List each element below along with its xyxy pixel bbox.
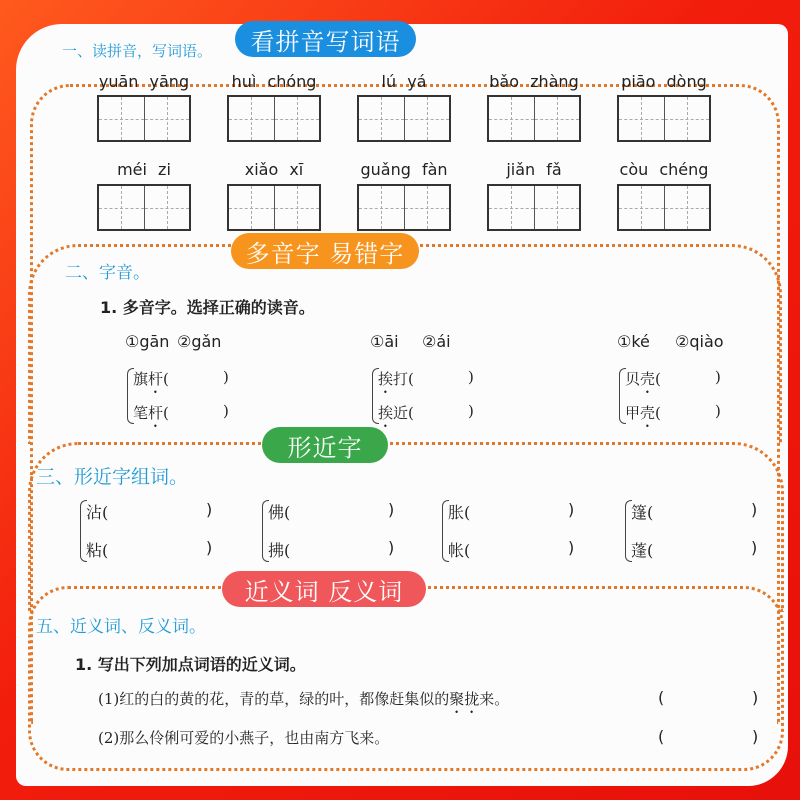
similar-char-item: 佛( (268, 503, 291, 522)
answer-close[interactable]: ) (752, 688, 759, 707)
similar-char-item: 沾( (86, 503, 109, 522)
answer-blank[interactable]: ) (468, 402, 474, 420)
section1-title: 一、读拼音，写词语。 (62, 42, 213, 60)
answer-close[interactable]: ) (752, 727, 759, 746)
pinyin-option: ②ái (422, 332, 451, 351)
sentence (98, 688, 509, 717)
tianzige-cell[interactable] (489, 186, 535, 229)
tianzige-cell[interactable] (665, 186, 710, 229)
pinyin-label: méi zi (117, 160, 171, 179)
section2-question: 1. 多音字。选择正确的读音。 (100, 298, 315, 317)
writing-box[interactable] (617, 95, 711, 142)
sentence-text: (2)那么伶俐可爱的小燕子，也由南方飞来。 (98, 729, 390, 747)
item-text: 近( (393, 404, 414, 422)
tianzige-cell[interactable] (535, 186, 580, 229)
pinyin-label: yuān yāng (98, 72, 190, 91)
pinyin-label: piāo dòng (621, 72, 707, 91)
sentence-text: 来。 (479, 690, 510, 708)
sentence-text: (1)红的白的黄的花，青的草，绿的叶，都像赶集似的 (98, 690, 450, 708)
answer-blank[interactable]: ) (751, 538, 758, 557)
writing-box[interactable] (487, 184, 581, 231)
answer-blank[interactable]: ) (468, 368, 474, 386)
pinyin-label: còu chéng (619, 160, 709, 179)
tianzige-cell[interactable] (145, 97, 190, 140)
answer-blank[interactable]: ) (206, 500, 213, 519)
item-text: ( (163, 404, 169, 422)
writing-box[interactable] (227, 184, 321, 231)
item-text: 打( (393, 370, 414, 388)
pinyin-option: ①ké (617, 332, 650, 351)
section2-title: 二、字音。 (65, 263, 150, 283)
polyphone-item (133, 402, 169, 431)
item-text: ( (163, 370, 169, 388)
tianzige-cell[interactable] (489, 97, 535, 140)
pinyin-label: jiǎn fǎ (506, 160, 562, 179)
section1-badge: 看拼音写词语 (235, 21, 416, 57)
pinyin-label: guǎng fàn (360, 160, 448, 179)
section3-badge: 形近字 (262, 427, 388, 463)
answer-blank[interactable]: ) (751, 500, 758, 519)
pinyin-option: ②qiào (675, 332, 724, 351)
polyphone-item (625, 402, 661, 431)
writing-box[interactable] (97, 184, 191, 231)
item-text: 贝 (625, 370, 641, 388)
answer-blank[interactable]: ) (206, 538, 213, 557)
tianzige-cell[interactable] (619, 186, 665, 229)
answer-blank[interactable]: ) (388, 500, 395, 519)
answer-blank[interactable]: ) (715, 368, 721, 386)
tianzige-cell[interactable] (229, 186, 275, 229)
dotted-word: 聚拢 (449, 690, 480, 708)
dotted-char: 挨 (378, 370, 394, 388)
tianzige-cell[interactable] (619, 97, 665, 140)
pinyin-option: ①āi (370, 332, 399, 351)
answer-open[interactable]: ( (658, 727, 665, 746)
section2-badge: 多音字 易错字 (231, 233, 419, 269)
section5-badge: 近义词 反义词 (222, 571, 426, 607)
answer-blank[interactable]: ) (568, 500, 575, 519)
tianzige-cell[interactable] (145, 186, 190, 229)
answer-blank[interactable]: ) (388, 538, 395, 557)
dotted-char: 杆 (148, 404, 164, 422)
answer-blank[interactable]: ) (223, 368, 229, 386)
similar-char-item: 篷( (631, 503, 654, 522)
tianzige-cell[interactable] (275, 97, 320, 140)
dotted-char: 壳 (640, 404, 656, 422)
similar-char-item: 拂( (268, 541, 291, 560)
polyphone-item (625, 368, 661, 397)
similar-char-item: 帐( (448, 541, 471, 560)
tianzige-cell[interactable] (665, 97, 710, 140)
item-text: 甲 (625, 404, 641, 422)
tianzige-cell[interactable] (359, 97, 405, 140)
writing-box[interactable] (357, 184, 451, 231)
answer-open[interactable]: ( (658, 688, 665, 707)
tianzige-cell[interactable] (359, 186, 405, 229)
tianzige-cell[interactable] (99, 97, 145, 140)
similar-char-item: 胀( (448, 503, 471, 522)
tianzige-cell[interactable] (405, 97, 450, 140)
item-text: 笔 (133, 404, 149, 422)
answer-blank[interactable]: ) (568, 538, 575, 557)
dotted-char: 挨 (378, 404, 394, 422)
writing-box[interactable] (487, 95, 581, 142)
polyphone-item (133, 368, 169, 397)
pinyin-label: bǎo zhàng (489, 72, 579, 91)
writing-box[interactable] (617, 184, 711, 231)
section5-question: 1. 写出下列加点词语的近义词。 (75, 655, 306, 674)
polyphone-item (378, 368, 414, 397)
section3-title: 三、形近字组词。 (36, 466, 189, 488)
sentence (98, 727, 389, 756)
writing-box[interactable] (227, 95, 321, 142)
pinyin-option: ①gān (125, 332, 170, 351)
dotted-char: 杆 (148, 370, 164, 388)
section5-title: 五、近义词、反义词。 (36, 617, 206, 637)
similar-char-item: 蓬( (631, 541, 654, 560)
tianzige-cell[interactable] (405, 186, 450, 229)
dotted-char: 壳 (640, 370, 656, 388)
answer-blank[interactable]: ) (223, 402, 229, 420)
polyphone-item (378, 402, 414, 431)
answer-blank[interactable]: ) (715, 402, 721, 420)
pinyin-label: lú yá (381, 72, 427, 91)
pinyin-option: ②gǎn (177, 332, 222, 351)
item-text: 旗 (133, 370, 149, 388)
writing-box[interactable] (357, 95, 451, 142)
tianzige-cell[interactable] (535, 97, 580, 140)
tianzige-cell[interactable] (99, 186, 145, 229)
item-text: ( (655, 404, 661, 422)
item-text: ( (655, 370, 661, 388)
tianzige-cell[interactable] (229, 97, 275, 140)
pinyin-label: huì chóng (231, 72, 317, 91)
writing-box[interactable] (97, 95, 191, 142)
tianzige-cell[interactable] (275, 186, 320, 229)
similar-char-item: 粘( (86, 541, 109, 560)
pinyin-label: xiǎo xī (244, 160, 304, 179)
